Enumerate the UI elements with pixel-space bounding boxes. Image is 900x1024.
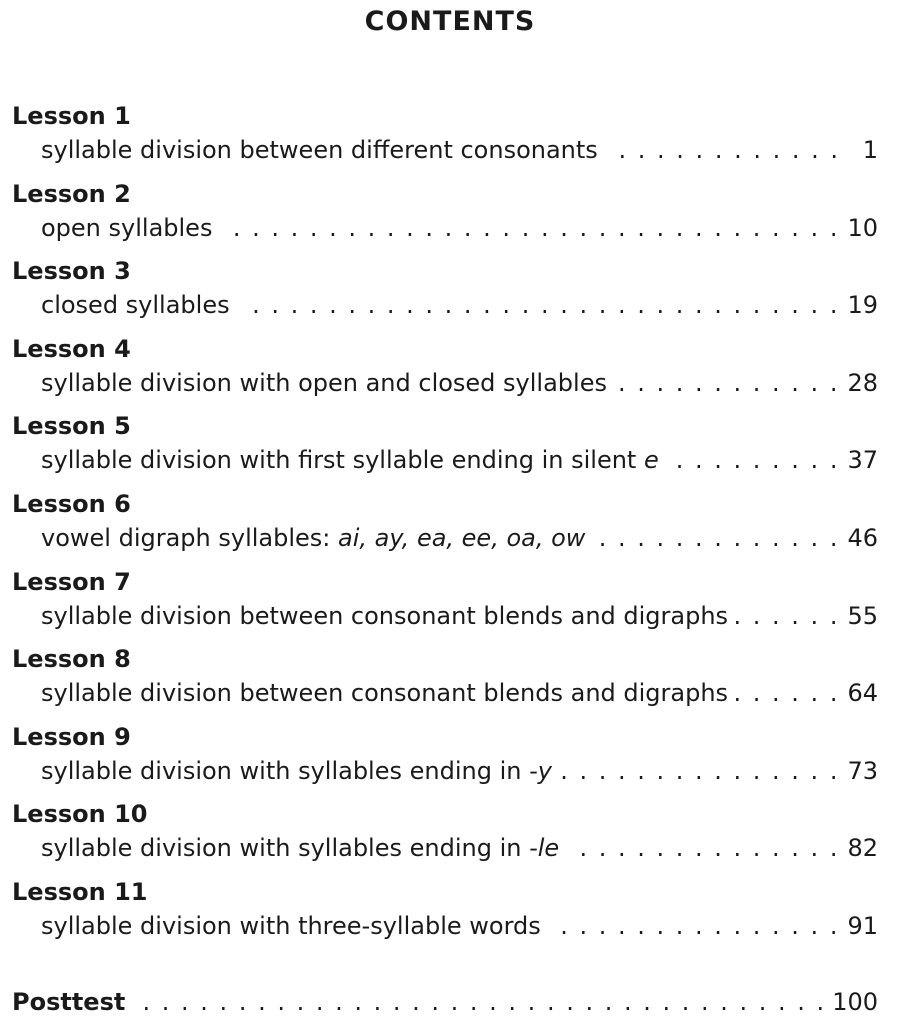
italic-term: ai, ay, ea, ee, oa, ow — [338, 523, 586, 552]
dot-leader — [238, 287, 840, 323]
posttest-page-number: 100 — [832, 988, 878, 1016]
page-number: 55 — [847, 601, 878, 630]
description-text: syllable division between different consonants — [41, 136, 598, 164]
toc-lesson-10 — [12, 798, 878, 876]
dot-leader — [736, 598, 839, 634]
dot-leader — [736, 675, 839, 711]
page-number: 1 — [862, 136, 878, 164]
dot-leader — [606, 132, 840, 168]
dot-leader — [129, 984, 826, 1020]
description-text: open syllables — [41, 213, 213, 242]
lesson-heading: Lesson 7 — [12, 567, 131, 596]
toc-lesson-4 — [12, 333, 878, 411]
lesson-description — [41, 830, 559, 866]
page-number: 91 — [847, 911, 878, 940]
toc-lesson-2 — [12, 178, 878, 256]
dot-leader — [567, 830, 839, 866]
toc-lesson-1 — [12, 100, 878, 178]
description-text: syllable division with open and closed syllables — [41, 368, 607, 397]
lesson-heading: Lesson 8 — [12, 645, 131, 674]
lesson-description — [41, 210, 212, 246]
description-text: vowel digraph syllables: — [41, 523, 338, 552]
toc-lesson-8 — [12, 643, 878, 721]
toc-lesson-7 — [12, 566, 878, 644]
dot-leader — [615, 365, 839, 401]
page-number: 28 — [847, 368, 878, 397]
description-text: closed syllables — [41, 291, 230, 320]
toc-entry[interactable] — [41, 365, 878, 401]
page-number: 46 — [847, 523, 878, 552]
lesson-description — [41, 598, 728, 634]
toc-entry[interactable] — [41, 598, 878, 634]
page-number: 37 — [847, 446, 878, 475]
lesson-heading: Lesson 3 — [12, 257, 131, 286]
toc-entry[interactable] — [41, 520, 878, 556]
toc-lesson-6 — [12, 488, 878, 566]
page-number: 64 — [847, 679, 878, 708]
lesson-heading: Lesson 4 — [12, 334, 131, 363]
lesson-heading: Lesson 2 — [12, 179, 131, 208]
toc-lesson-5 — [12, 410, 878, 488]
italic-term: e — [643, 446, 659, 475]
lesson-description — [41, 132, 598, 168]
description-text: syllable division with syllables ending in — [41, 756, 530, 785]
dot-leader — [220, 210, 839, 246]
toc-entry[interactable] — [41, 675, 878, 711]
dot-leader — [549, 908, 840, 944]
toc-entry[interactable] — [41, 132, 878, 168]
lesson-heading: Lesson 11 — [12, 877, 148, 906]
lesson-description — [41, 675, 728, 711]
toc-lesson-9 — [12, 721, 878, 799]
page-number: 19 — [847, 291, 878, 320]
page-title: CONTENTS — [364, 6, 536, 37]
posttest-label: Posttest — [12, 988, 126, 1016]
lesson-description — [41, 908, 541, 944]
lesson-description — [41, 442, 659, 478]
lesson-description — [41, 520, 585, 556]
lesson-description — [41, 365, 607, 401]
lesson-heading: Lesson 9 — [12, 722, 131, 751]
lesson-heading: Lesson 10 — [12, 800, 148, 829]
lesson-description — [41, 287, 230, 323]
toc-entry[interactable] — [41, 442, 878, 478]
toc-lesson-3 — [12, 255, 878, 333]
page-number: 82 — [847, 834, 878, 863]
table-of-contents — [12, 100, 878, 954]
posttest-entry[interactable] — [12, 984, 878, 1020]
lesson-heading: Lesson 5 — [12, 412, 131, 441]
toc-entry[interactable] — [41, 287, 878, 323]
page-number: 73 — [847, 756, 878, 785]
italic-term: -le — [529, 834, 560, 863]
dot-leader — [560, 753, 840, 789]
lesson-description — [41, 753, 552, 789]
lesson-heading: Lesson 6 — [12, 489, 131, 518]
toc-entry[interactable] — [41, 908, 878, 944]
toc-entry[interactable] — [41, 210, 878, 246]
lesson-heading: Lesson 1 — [12, 102, 131, 130]
page-number: 10 — [847, 213, 878, 242]
toc-lesson-11 — [12, 876, 878, 954]
description-text: syllable division with syllables ending in — [41, 834, 530, 863]
toc-entry[interactable] — [41, 753, 878, 789]
description-text: syllable division with first syllable ending in silent — [41, 446, 644, 475]
dot-leader — [593, 520, 839, 556]
dot-leader — [667, 442, 840, 478]
toc-entry[interactable] — [41, 830, 878, 866]
description-text: syllable division between consonant blends and digraphs — [41, 601, 729, 630]
description-text: syllable division with three-syllable words — [41, 911, 541, 940]
italic-term: -y — [529, 756, 552, 785]
description-text: syllable division between consonant blends and digraphs — [41, 679, 729, 708]
